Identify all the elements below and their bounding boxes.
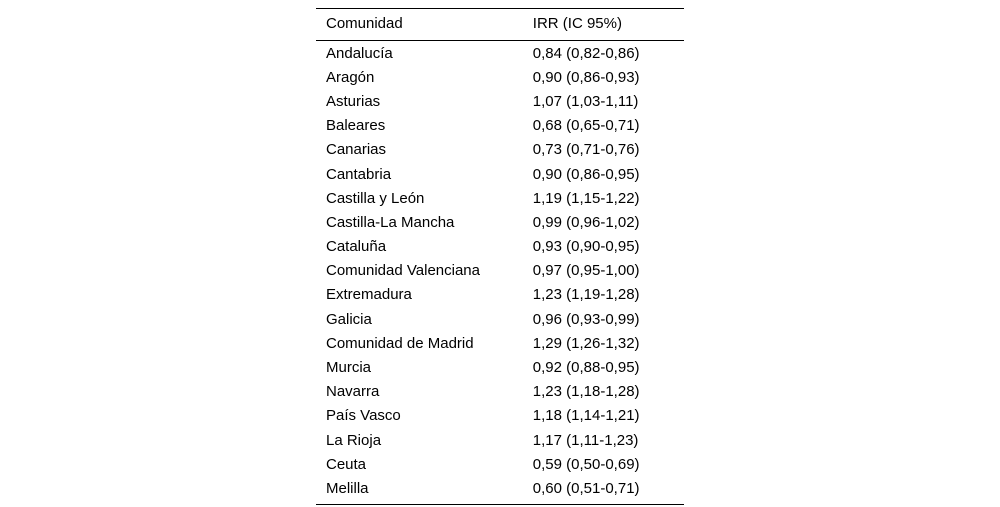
table-header [316,9,684,41]
cell-region: Andalucía [326,44,393,62]
cell-region: Comunidad de Madrid [326,334,474,352]
cell-irr: 0,68 (0,65-0,71) [532,117,640,135]
cell-irr: 1,23 (1,19-1,28) [532,286,640,304]
cell-irr: 1,29 (1,26-1,32) [532,334,640,352]
table-row [316,404,684,428]
cell-region: Aragón [326,68,375,86]
table-row [316,355,684,379]
cell-irr: 0,59 (0,50-0,69) [532,455,640,473]
cell-irr: 0,60 (0,51-0,71) [533,476,684,504]
cell-region: Baleares [326,117,386,135]
cell-region: Navarra [326,383,380,401]
table-row [316,331,684,355]
cell-irr: 0,96 (0,93-0,99) [532,310,640,328]
cell-region: La Rioja [326,431,382,449]
cell-region: Canarias [326,141,387,159]
table-row [316,138,684,162]
table-header-row [316,9,684,41]
cell-irr: 0,90 (0,86-0,95) [532,165,640,183]
cell-irr: 1,19 (1,15-1,22) [532,189,640,207]
cell-region: Ceuta [326,455,367,473]
cell-irr: 0,99 (0,96-1,02) [532,213,640,231]
table-row [316,235,684,259]
cell-region: Galicia [326,310,372,328]
cell-region: Melilla [316,476,533,504]
table-row [316,162,684,186]
table-row [316,259,684,283]
column-header-region: Comunidad [316,9,533,41]
table-row [316,186,684,210]
table-row [316,428,684,452]
cell-region: Castilla-La Mancha [326,213,455,231]
cell-irr: 0,93 (0,90-0,95) [532,238,640,256]
table-row [316,476,684,504]
table-row [316,114,684,138]
column-header-irr: IRR (IC 95%) [533,9,684,41]
table-row [316,41,684,66]
table-row [316,283,684,307]
table-row [316,380,684,404]
cell-irr: 0,97 (0,95-1,00) [532,262,640,280]
cell-region: Comunidad Valenciana [326,262,480,280]
table-row [316,89,684,113]
cell-irr: 0,84 (0,82-0,86) [532,44,640,62]
table-row [316,452,684,476]
cell-irr: 1,07 (1,03-1,11) [532,92,639,110]
cell-irr: 1,18 (1,14-1,21) [532,407,640,425]
cell-region: Extremadura [326,286,412,304]
table-body [316,41,684,505]
cell-region: Asturias [326,92,381,110]
cell-region: Murcia [326,359,372,377]
irr-by-region-table [316,8,684,505]
cell-region: Castilla y León [326,189,425,207]
cell-irr: 0,73 (0,71-0,76) [532,141,640,159]
cell-irr: 1,23 (1,18-1,28) [532,383,640,401]
table-row [316,307,684,331]
cell-irr: 0,92 (0,88-0,95) [532,359,640,377]
table-row [316,210,684,234]
cell-irr: 0,90 (0,86-0,93) [532,68,640,86]
cell-irr: 1,17 (1,11-1,23) [532,431,639,449]
table-container [316,8,684,505]
cell-region: Cantabria [326,165,392,183]
cell-region: Cataluña [326,238,387,256]
table-row [316,65,684,89]
cell-region: País Vasco [326,407,401,425]
